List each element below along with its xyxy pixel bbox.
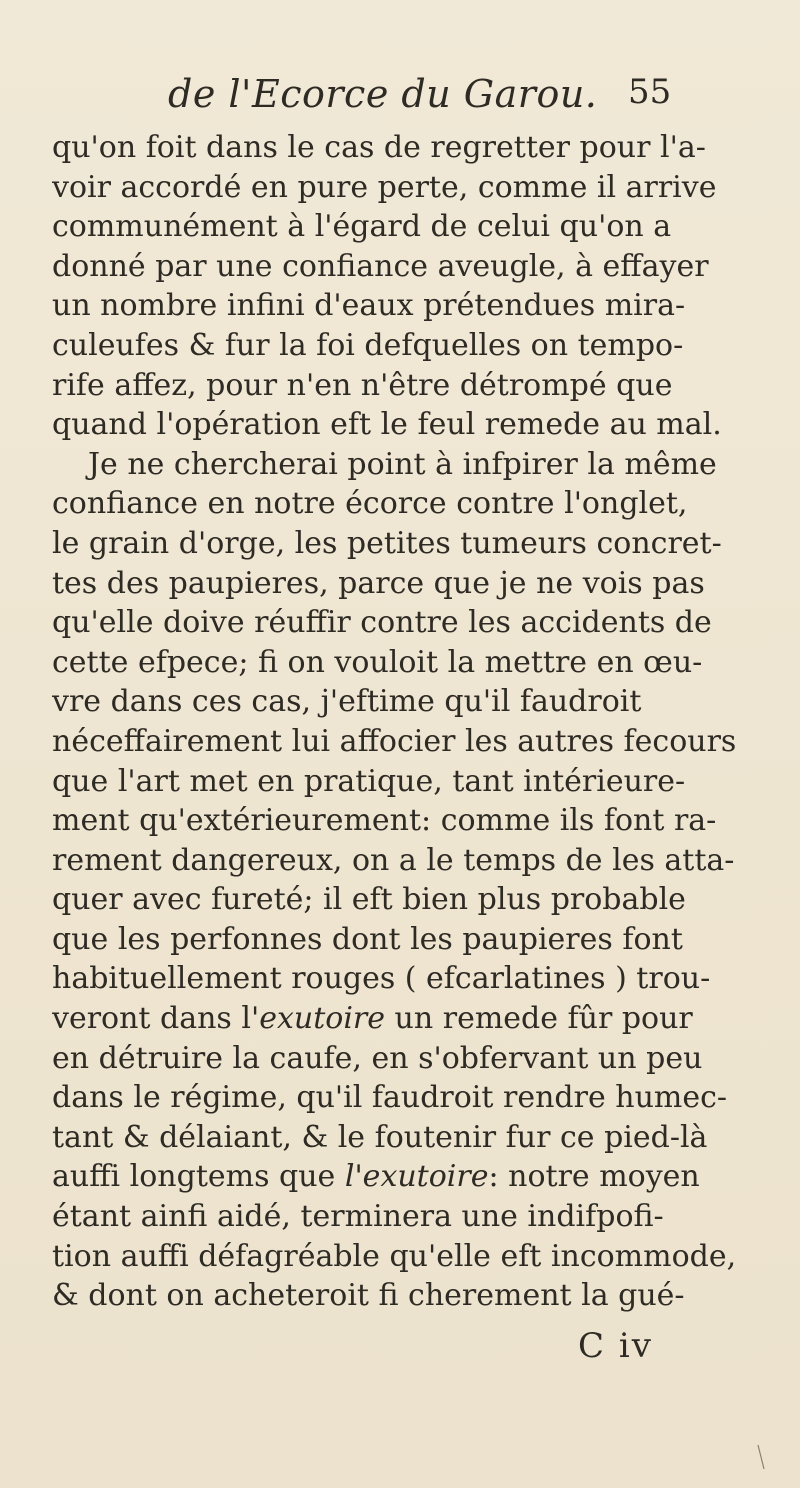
text-line — [52, 128, 782, 168]
text-line — [52, 1276, 782, 1316]
text-line — [52, 762, 782, 802]
text-line — [52, 247, 782, 287]
line-text: Je ne chercherai point à infpirer la même — [88, 446, 717, 482]
line-text: rement dangereux, on a le temps de les atta- — [52, 842, 735, 878]
line-text: & dont on acheteroit fi cherement la gué- — [52, 1278, 685, 1314]
line-text: tion auffi défagréable qu'elle eft incommode, — [52, 1238, 737, 1274]
line-text: le grain d'orge, les petites tumeurs concret- — [52, 525, 722, 561]
text-line — [52, 801, 782, 841]
line-text: vre dans ces cas, j'eftime qu'il faudroit — [52, 684, 642, 720]
text-line — [52, 405, 782, 445]
text-line — [52, 286, 782, 326]
text-line — [52, 920, 782, 960]
line-text: communément à l'égard de celui qu'on a — [52, 209, 672, 245]
line-text: qu'elle doive réuffir contre les accidents de — [52, 605, 712, 641]
line-text: dans le régime, qu'il faudroit rendre humec- — [52, 1080, 728, 1116]
text-line — [52, 366, 782, 406]
text-line — [52, 959, 782, 999]
text-line — [52, 524, 782, 564]
line-text: habituellement rouges ( efcarlatines ) trou- — [52, 961, 711, 997]
text-line — [52, 326, 782, 366]
page-number: 55 — [628, 72, 672, 112]
text-line — [52, 1078, 782, 1118]
text-line — [52, 1118, 782, 1158]
text-line — [52, 1237, 782, 1277]
text-line — [52, 603, 782, 643]
text-line — [52, 841, 782, 881]
text-line — [52, 1197, 782, 1237]
italic-term: l'exutoire — [344, 1159, 489, 1195]
text-line — [52, 207, 782, 247]
running-title: de l'Ecorce du Garou. — [168, 72, 598, 116]
text-line — [52, 168, 782, 208]
text-line — [52, 484, 782, 524]
text-line — [52, 682, 782, 722]
text-line — [52, 880, 782, 920]
line-text: rife affez, pour n'en n'être détrompé que — [52, 367, 673, 403]
line-text: en détruire la caufe, en s'obfervant un peu — [52, 1040, 703, 1076]
line-text: étant ainfi aidé, terminera une indifpofi- — [52, 1199, 664, 1235]
line-text: que les perfonnes dont les paupieres font — [52, 921, 683, 957]
text-line — [52, 1039, 782, 1079]
line-text: quer avec fureté; il eft bien plus probable — [52, 882, 686, 918]
line-text: auffi longtems que — [52, 1159, 345, 1195]
line-text: culeufes & fur la foi defquelles on tempo- — [52, 327, 684, 363]
line-text: tant & délaiant, & le foutenir fur ce pied-là — [52, 1119, 708, 1155]
line-text: : notre moyen — [488, 1159, 700, 1195]
line-text: ment qu'extérieurement: comme ils font ra- — [52, 803, 717, 839]
text-line — [52, 564, 782, 604]
line-text: que l'art met en pratique, tant intérieure- — [52, 763, 686, 799]
line-text: un remede fûr pour — [385, 1001, 693, 1037]
line-text: confiance en notre écorce contre l'onglet, — [52, 486, 688, 522]
page-header — [0, 72, 800, 116]
line-text: un nombre infini d'eaux prétendues mira- — [52, 288, 686, 324]
line-text: qu'on foit dans le cas de regretter pour l'a- — [52, 130, 706, 165]
text-line — [52, 722, 782, 762]
line-text: voir accordé en pure perte, comme il arrive — [52, 169, 717, 205]
line-text: veront dans l' — [52, 1001, 260, 1037]
text-line — [52, 643, 782, 683]
text-line — [52, 999, 782, 1039]
body-text — [52, 128, 782, 1316]
text-line — [52, 445, 782, 485]
line-text: cette efpece; fi on vouloit la mettre en œu- — [52, 644, 703, 680]
italic-term: exutoire — [259, 1001, 386, 1037]
text-line — [52, 1157, 782, 1197]
pencil-mark — [756, 1444, 766, 1470]
line-text: donné par une confiance aveugle, à effayer — [52, 248, 709, 284]
line-text: néceffairement lui affocier les autres fecours — [52, 723, 737, 759]
line-text: quand l'opération eft le feul remede au mal. — [52, 407, 722, 443]
line-text: tes des paupieres, parce que je ne vois pas — [52, 565, 705, 601]
signature-mark: C iv — [578, 1326, 653, 1366]
